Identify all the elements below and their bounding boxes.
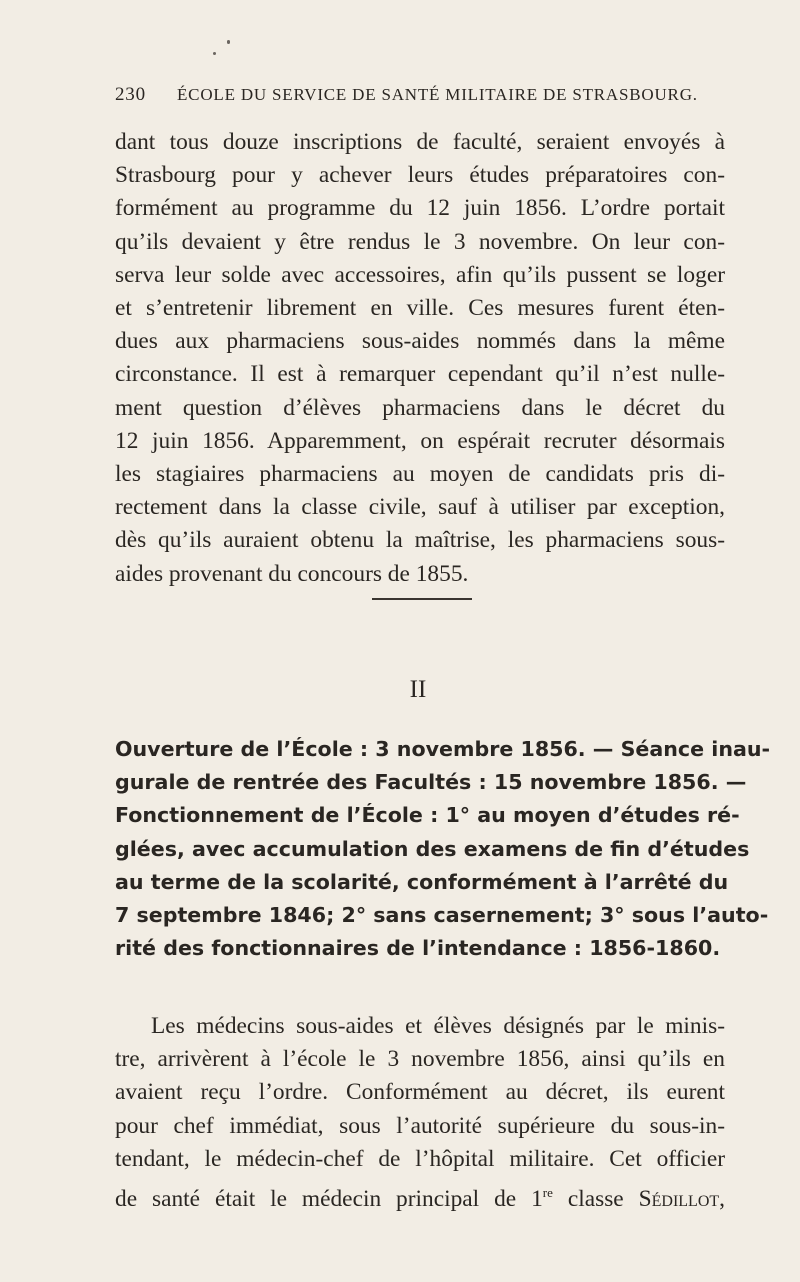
- heading-line: au terme de la scolarité, conformément à l’arrêté du: [115, 869, 729, 894]
- text-line: tendant, le médecin-chef de l’hôpital militaire. Cet officier: [115, 1145, 725, 1172]
- text-line: aides provenant du concours de 1855.: [115, 560, 469, 587]
- text-line: qu’ils devaient y être rendus le 3 novembre. On leur con-: [115, 228, 725, 255]
- heading-line: rité des fonctionnaires de l’intendance : 1856-1860.: [115, 936, 721, 961]
- scan-speck: [227, 40, 230, 44]
- running-title: ÉCOLE DU SERVICE DE SANTÉ MILITAIRE DE STRASBOURG.: [177, 85, 698, 104]
- heading-line: 7 septembre 1846; 2° sans casernement; 3° sous l’auto-: [115, 903, 769, 928]
- text-line: tre, arrivèrent à l’école le 3 novembre 1856, ainsi qu’ils en: [115, 1046, 725, 1073]
- text-line: Les médecins sous-aides et élèves désignés par le minis-: [151, 1013, 725, 1039]
- heading-line: Fonctionnement de l’École : 1° au moyen d’études ré-: [115, 803, 740, 828]
- text-line: dues aux pharmaciens sous-aides nommés dans la même: [115, 328, 725, 355]
- person-name: Sédillot,: [638, 1185, 725, 1212]
- text-line: circonstance. Il est à remarquer cependant qu’il n’est nulle-: [115, 361, 725, 388]
- text-line: et s’entretenir librement en ville. Ces mesures furent éten-: [115, 295, 725, 322]
- text-line: serva leur solde avec accessoires, afin qu’ils pussent se loger: [115, 261, 725, 288]
- text-fragment: classe: [567, 1185, 624, 1212]
- text-fragment: de santé était le médecin principal de: [115, 1185, 517, 1212]
- page-number: 230: [115, 84, 146, 105]
- text-line: formément au programme du 12 juin 1856. L’ordre portait: [115, 195, 725, 222]
- scan-speck: [213, 52, 216, 55]
- section-heading: [115, 733, 771, 965]
- text-line: 12 juin 1856. Apparemment, on espérait recruter désormais: [115, 427, 725, 454]
- text-line: ment question d’élèves pharmaciens dans le décret du: [115, 394, 725, 421]
- section-divider: [372, 598, 472, 600]
- heading-line: gurale de rentrée des Facultés : 15 novembre 1856. —: [115, 770, 747, 795]
- text-line: avaient reçu l’ordre. Conformément au décret, ils eurent: [115, 1079, 725, 1106]
- paragraph-2: [115, 1010, 725, 1216]
- text-line: les stagiaires pharmaciens au moyen de candidats pris di-: [115, 461, 725, 488]
- text-line: Strasbourg pour y achever leurs études préparatoires con-: [115, 162, 725, 189]
- text-line: pour chef immédiat, sous l’autorité supérieure du sous-in-: [115, 1112, 725, 1139]
- heading-line: glées, avec accumulation des examens de fin d’études: [115, 836, 750, 861]
- ordinal-number: 1: [531, 1185, 543, 1212]
- text-line: rectement dans la classe civile, sauf à utiliser par exception,: [115, 494, 725, 521]
- text-line: [115, 1176, 725, 1216]
- section-number: II: [409, 676, 427, 703]
- ordinal-suffix: re: [542, 1185, 553, 1201]
- paragraph-1: [115, 126, 725, 591]
- running-head: [115, 84, 715, 106]
- text-line: dant tous douze inscriptions de faculté, seraient envoyés à: [115, 129, 725, 155]
- text-line: dès qu’ils auraient obtenu la maîtrise, les pharmaciens sous-: [115, 527, 725, 554]
- heading-line: Ouverture de l’École : 3 novembre 1856. — Séance inau-: [115, 737, 771, 761]
